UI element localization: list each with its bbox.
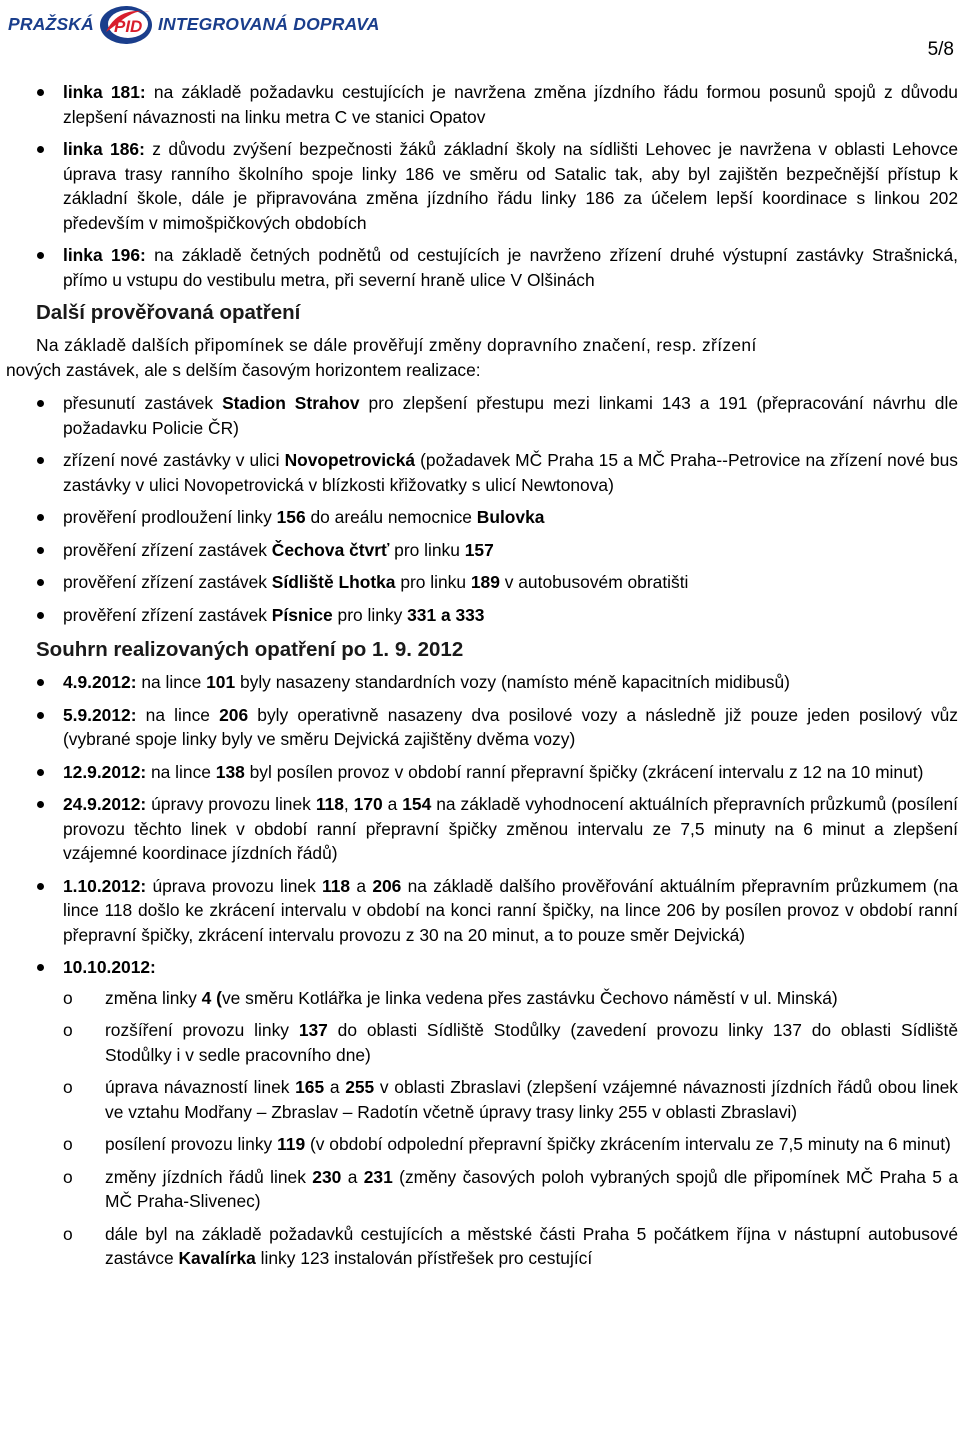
list-item: linka 186: z důvodu zvýšení bezpečnosti žáků základní školy na sídlišti Lehovec je navržena v oblasti Lehovce úprava trasy ranního školního spoje linky 186 ve směru od Satalic tak, aby byl zajištěn bezpečnější přístup k základní škole, dále je připravována změna jízdního řádu linky 186 za účelem lepší koordinace s linkou 202 především v mimošpičkových obdobích <box>0 137 960 235</box>
list-item: prověření zřízení zastávek Sídliště Lhotka pro linku 189 v autobusovém obratišti <box>0 570 960 595</box>
logo-text-left: PRAŽSKÁ <box>8 13 94 34</box>
sublist-item: o změna linky 4 (ve směru Kotlářka je linka vedena přes zastávku Čechovo náměstí v ul. Minská) <box>0 986 960 1011</box>
section-intro: Na základě dalších připomínek se dále prověřují změny dopravního značení, resp. zřízení nových zastávek, ale s delším časovým horizontem realizace: <box>6 335 757 380</box>
planned-measures-list <box>0 391 960 627</box>
october-changes-sublist <box>0 986 960 1271</box>
sublist-item: o posílení provozu linky 119 (v období odpolední přepravní špičky zkrácením intervalu ze 7,5 minuty na 6 minut) <box>0 1132 960 1157</box>
list-item: prověření zřízení zastávek Čechova čtvrť pro linku 157 <box>0 538 960 563</box>
document-body <box>0 80 960 1271</box>
list-item: prověření zřízení zastávek Písnice pro linky 331 a 333 <box>0 603 960 628</box>
list-item: 12.9.2012: na lince 138 byl posílen provoz v období ranní přepravní špičky (zkrácení intervalu z 12 na 10 minut) <box>0 760 960 785</box>
list-item: linka 181: na základě požadavku cestujících je navržena změna jízdního řádu formou posunů spojů z důvodu zlepšení návaznosti na linku metra C ve stanici Opatov <box>0 80 960 129</box>
list-item: linka 196: na základě četných podnětů od cestujících je navrženo zřízení druhé výstupní zastávky Strašnická, přímo u vstupu do vestibulu metra, při severní hraně ulice V Olšinách <box>0 243 960 292</box>
page-header <box>0 0 960 60</box>
badge-text: PID <box>114 17 143 36</box>
section-heading: Další prověřovaná opatření <box>36 301 301 324</box>
sublist-item: o rozšíření provozu linky 137 do oblasti Sídliště Stodůlky (zavedení provozu linky 137 do oblasti Sídliště Stodůlky i v sedle pracovního dne) <box>0 1018 960 1067</box>
list-item: 24.9.2012: úpravy provozu linek 118, 170 a 154 na základě vyhodnocení aktuálních přepravních průzkumů (posílení provozu těchto linek v období ranní přepravní špičky změnou intervalu ze 7,5 minuty na 6 minut a zlepšení vzájemné koordinace jízdních řádů) <box>0 792 960 866</box>
sublist-item: o změny jízdních řádů linek 230 a 231 (změny časových poloh vybraných spojů dle připomínek MČ Praha 5 a MČ Praha-Slivenec) <box>0 1165 960 1214</box>
list-item: zřízení nové zastávky v ulici Novopetrovická (požadavek MČ Praha 15 a MČ Praha--Petrovice na zřízení nové bus zastávky v ulici Novopetrovická v blízkosti křižovatky s ulicí Newtonova) <box>0 448 960 497</box>
realized-measures-list <box>0 670 960 980</box>
logo-text-right: INTEGROVANÁ DOPRAVA <box>158 13 380 34</box>
list-item: prověření prodloužení linky 156 do areálu nemocnice Bulovka <box>0 505 960 530</box>
list-item: 1.10.2012: úprava provozu linek 118 a 206 na základě dalšího prověřování aktuálním přepravním průzkumem (na lince 118 došlo ke zkrácení intervalu v období na konci ranní špičky, na lince 206 by posílen provoz v období ranní přepravní špičky, zkrácení intervalu provozu z 30 na 20 minut, a to pouze směr Dejvická) <box>0 874 960 948</box>
list-item: přesunutí zastávek Stadion Strahov pro zlepšení přestupu mezi linkami 143 a 191 (přepracování návrhu dle požadavku Policie ČR) <box>0 391 960 440</box>
line-changes-list <box>0 80 960 292</box>
page-number: 5/8 <box>927 39 954 60</box>
pid-badge-icon <box>98 2 154 46</box>
sublist-item: o úprava návazností linek 165 a 255 v oblasti Zbraslavi (zlepšení vzájemné návaznosti jízdních řádů obou linek ve vztahu Modřany – Zbraslav – Radotín včetně úpravy trasy linky 255 v oblasti Zbraslavi) <box>0 1075 960 1124</box>
sublist-item: o dále byl na základě požadavků cestujících a městské části Praha 5 počátkem října v nástupní autobusové zastávce Kavalírka linky 123 instalován přístřešek pro cestující <box>0 1222 960 1271</box>
list-item: 4.9.2012: na lince 101 byly nasazeny standardních vozy (namísto méně kapacitních midibusů) <box>0 670 960 695</box>
list-item: 5.9.2012: na lince 206 byly operativně nasazeny dva posilové vozy a následně již pouze jeden posilový vůz (vybrané spoje linky byly ve směru Dejvická zajištěny dvěma vozy) <box>0 703 960 752</box>
pid-logo <box>8 2 380 46</box>
section-heading: Souhrn realizovaných opatření po 1. 9. 2012 <box>36 638 464 661</box>
list-item: 10.10.2012: <box>0 955 960 980</box>
